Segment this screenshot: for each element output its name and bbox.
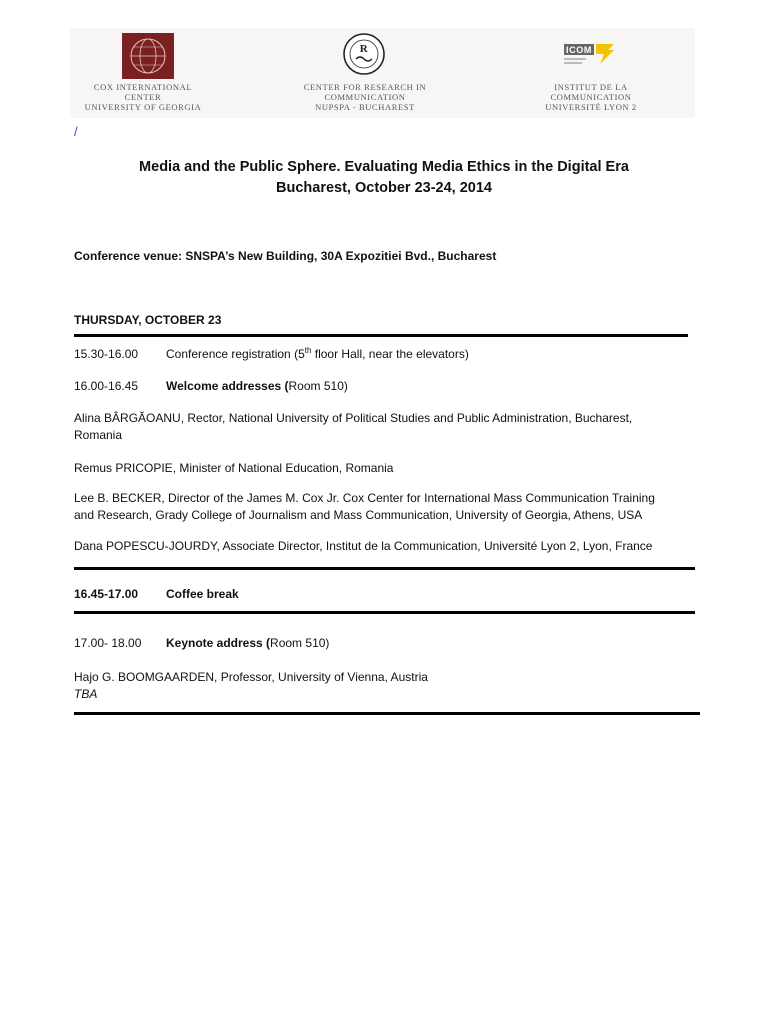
session-label [166,378,348,394]
session-time: 16.45-17.00 [74,587,139,601]
ccr-seal-letter: R [359,43,369,55]
cox-logo-line2: UNIVERSITY OF GEORGIA [84,102,202,112]
registration-label-end: floor Hall, near the elevators) [311,347,469,361]
session-label [166,635,329,651]
session-time: 16.00-16.45 [74,379,139,393]
ccr-logo-line1: CENTER FOR RESEARCH IN COMMUNICATION [303,82,427,102]
conference-title: Media and the Public Sphere. Evaluating Media Ethics in the Digital Era [139,159,629,175]
welcome-room: Room 510) [288,379,348,393]
keynote-label: Keynote address ( [166,636,271,650]
session-time: 15.30-16.00 [74,347,139,361]
speaker-boomgaarden: Hajo G. BOOMGAARDEN, Professor, University of Vienna, Austria [74,670,428,684]
ccr-seal-icon [342,32,386,76]
cox-globe-icon [122,33,174,79]
keynote-room: Room 510) [270,636,330,650]
keynote-topic: TBA [74,687,98,701]
conference-place-date: Bucharest, October 23-24, 2014 [276,180,492,196]
speaker-pricopie: Remus PRICOPIE, Minister of National Education, Romania [74,461,394,475]
divider-keynote [74,712,700,715]
conference-venue: Conference venue: SNSPA’s New Building, 30A Expozitiei Bvd., Bucharest [74,249,497,263]
logo-band [70,28,695,118]
slash-mark: / [74,124,78,139]
session-label: Coffee break [166,587,239,601]
icom-logo-line1: INSTITUT DE LA COMMUNICATION [550,82,632,102]
divider-welcome [74,567,695,570]
registration-label-sup: th [304,346,312,355]
session-label [166,346,469,362]
day-heading: THURSDAY, OCTOBER 23 [74,313,222,327]
speaker-popescu-jourdy: Dana POPESCU-JOURDY, Associate Director, Institut de la Communication, Université Lyon 2, Lyon, France [74,539,653,553]
icom-mark-icon [564,42,618,72]
ccr-logo-line2: NUPSPA - BUCHAREST [315,102,415,112]
cox-logo-line1: COX INTERNATIONAL CENTER [93,82,193,102]
session-time: 17.00- 18.00 [74,636,142,650]
registration-label-start: Conference registration (5 [166,347,305,361]
speaker-becker-line2: and Research, Grady College of Journalism and Mass Communication, University of Georgia, Athens, USA [74,508,643,522]
speaker-bargaoanu-line1: Alina BÂRGĂOANU, Rector, National University of Political Studies and Public Administration, Bucharest, [74,411,633,425]
speaker-bargaoanu-line2: Romania [74,428,123,442]
speaker-becker-line1: Lee B. BECKER, Director of the James M. Cox Jr. Cox Center for International Mass Communication Training [74,491,655,505]
divider-day [74,334,688,337]
welcome-label: Welcome addresses ( [166,379,289,393]
icom-logo-line2: UNIVERSITÉ LYON 2 [545,102,637,112]
divider-coffee [74,611,695,614]
icom-mark-text: icom [566,45,592,55]
